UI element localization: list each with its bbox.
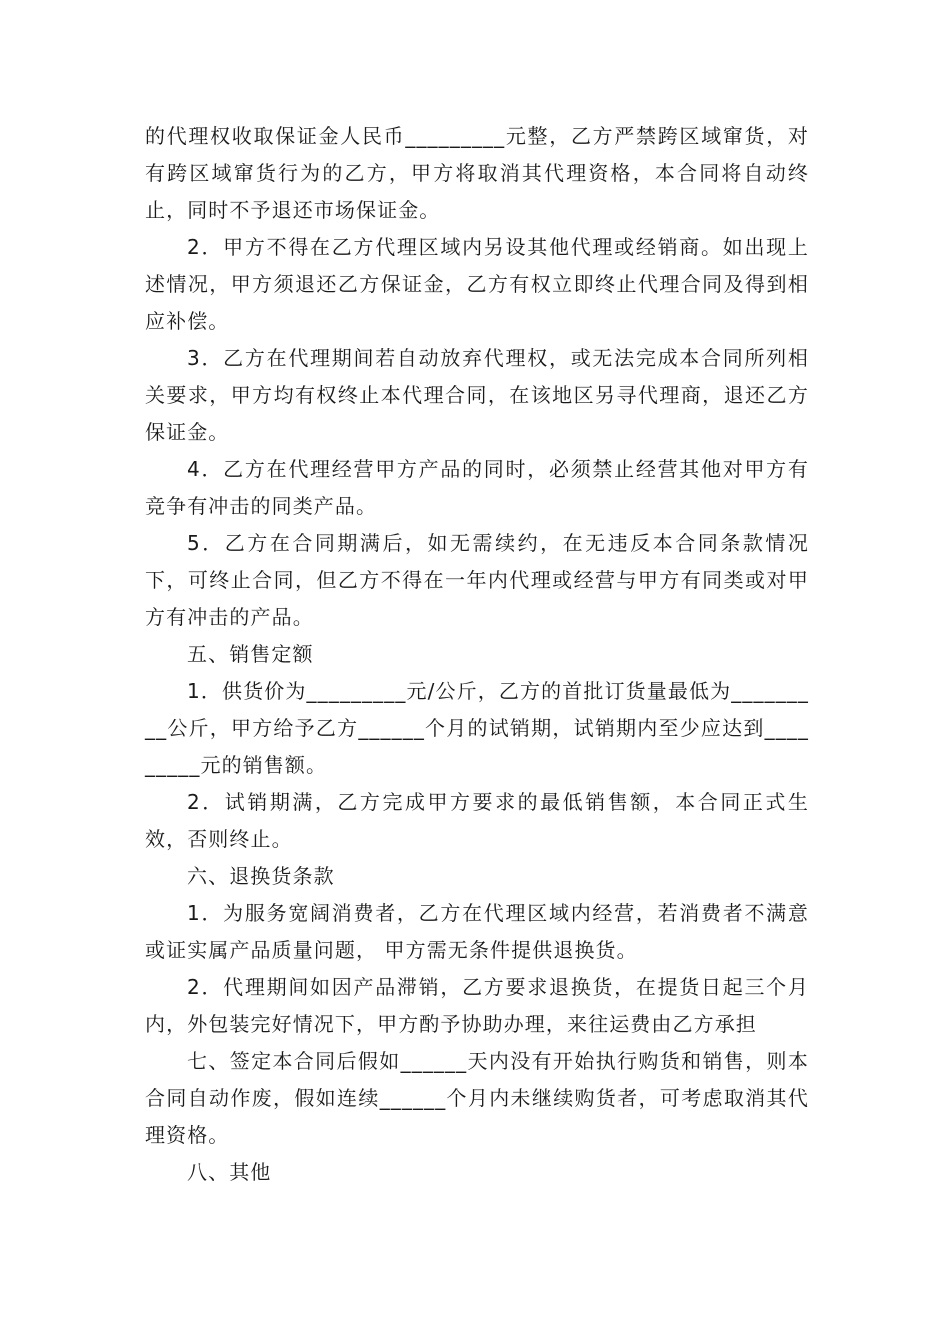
document-page — [145, 118, 809, 1191]
paragraph-deposit-continuation: 的代理权收取保证金人民币_________元整，乙方严禁跨区域窜货，对有跨区域窜货行为的乙方，甲方将取消其代理资格，本合同将自动终止，同时不予退还市场保证金。 — [145, 124, 809, 222]
paragraph-clause-4-competition: 4．乙方在代理经营甲方产品的同时，必须禁止经营其他对甲方有竞争有冲击的同类产品。 — [145, 457, 809, 518]
paragraph-quota-clause-1: 1．供货价为_________元/公斤，乙方的首批订货量最低为_________公斤，甲方给予乙方______个月的试销期，试销期内至少应达到_________元的销售额。 — [145, 679, 809, 777]
paragraph-clause-5-expiry: 5．乙方在合同期满后，如无需续约，在无违反本合同条款情况下，可终止合同，但乙方不得在一年内代理或经营与甲方有同类或对甲方有冲击的产品。 — [145, 531, 809, 629]
paragraph-returns-clause-1: 1．为服务宽阔消费者，乙方在代理区域内经营，若消费者不满意或证实属产品质量问题， 甲方需无条件提供退换货。 — [145, 901, 809, 962]
paragraph-quota-clause-2: 2．试销期满，乙方完成甲方要求的最低销售额，本合同正式生效，否则终止。 — [145, 790, 809, 851]
paragraph-clause-2-exclusive-area: 2．甲方不得在乙方代理区域内另设其他代理或经销商。如出现上述情况，甲方须退还乙方保证金，乙方有权立即终止代理合同及得到相应补偿。 — [145, 235, 809, 333]
paragraph-returns-clause-2: 2．代理期间如因产品滞销，乙方要求退换货，在提货日起三个月内，外包装完好情况下，甲方酌予协助办理，来往运费由乙方承担 — [145, 975, 809, 1036]
section-seven-contract-void: 七、签定本合同后假如______天内没有开始执行购货和销售，则本合同自动作废，假如连续______个月内未继续购货者，可考虑取消其代理资格。 — [145, 1049, 809, 1147]
paragraph-clause-3-termination: 3．乙方在代理期间若自动放弃代理权，或无法完成本合同所列相关要求，甲方均有权终止本代理合同，在该地区另寻代理商，退还乙方保证金。 — [145, 346, 809, 444]
section-heading-sales-quota: 五、销售定额 — [187, 642, 314, 666]
section-heading-other: 八、其他 — [187, 1160, 272, 1184]
section-heading-returns: 六、退换货条款 — [187, 864, 335, 888]
